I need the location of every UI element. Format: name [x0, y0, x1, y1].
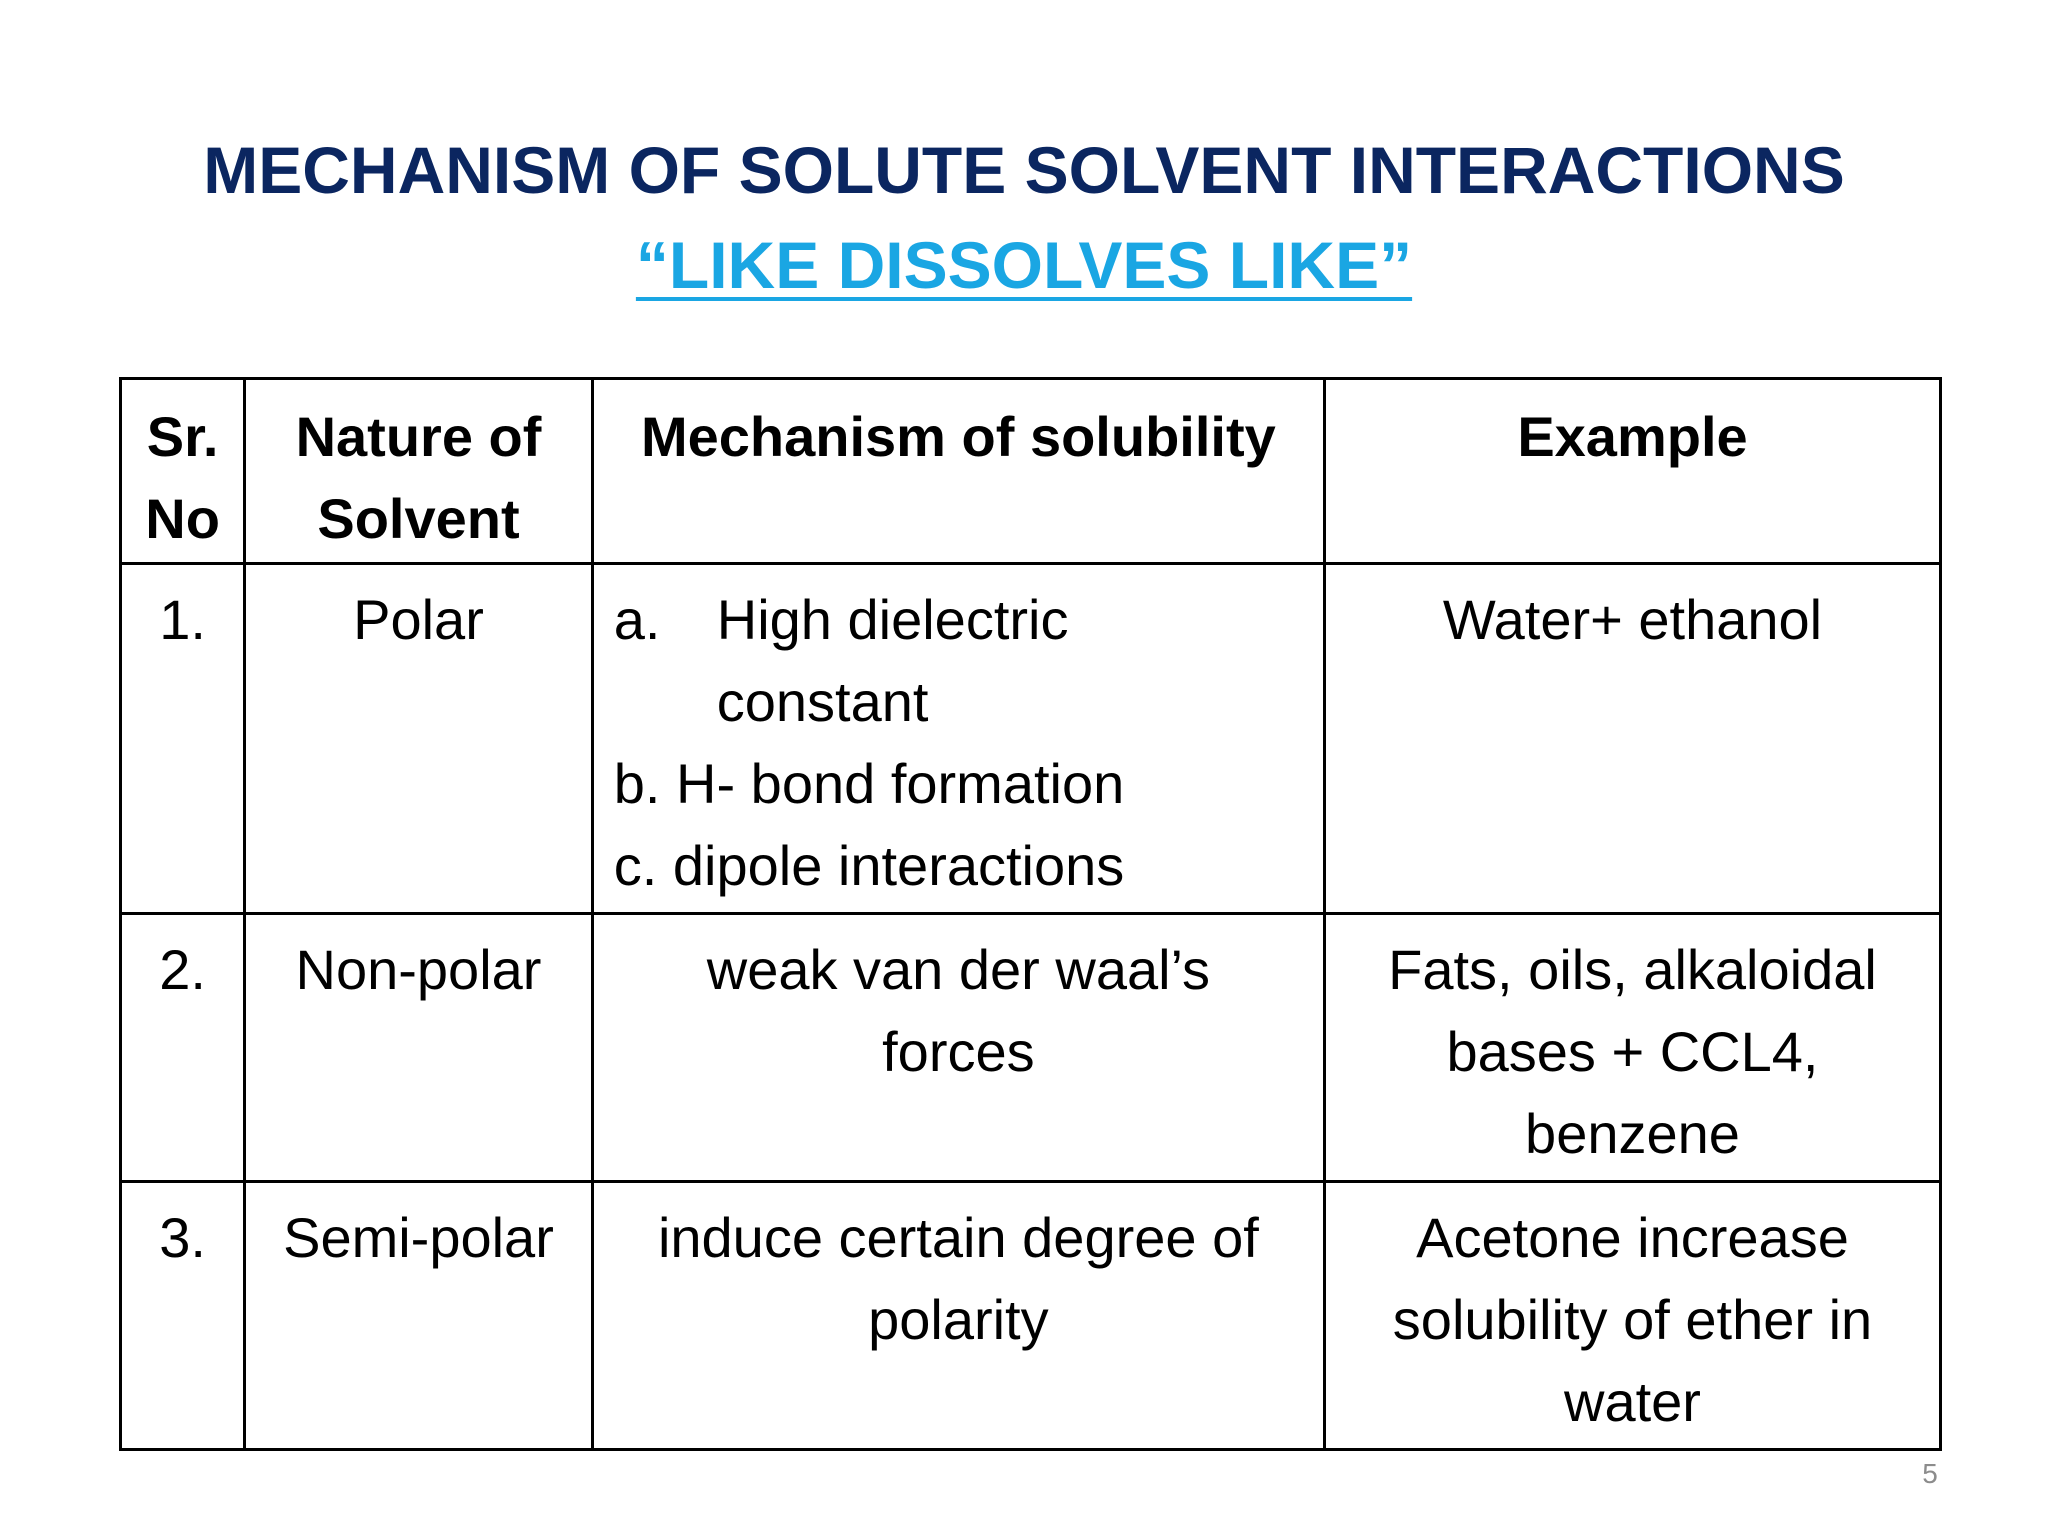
- mechanism-item: [614, 579, 1313, 743]
- mechanism-text: weak van der waal’s forces: [706, 938, 1210, 1083]
- row-mechanism-cell: [592, 1182, 1324, 1450]
- row-nature-cell: Semi-polar: [245, 1182, 593, 1450]
- header-nature-label: Nature of Solvent: [295, 405, 542, 550]
- example-text: Acetone increase solubility of ether in water: [1392, 1206, 1873, 1433]
- example-text: Fats, oils, alkaloidal bases + CCL4, benzene: [1388, 938, 1877, 1165]
- header-example-label: Example: [1517, 405, 1748, 468]
- mechanism-text: induce certain degree of polarity: [657, 1206, 1259, 1351]
- mechanism-item-text: High dielectric constant: [716, 588, 1069, 733]
- row-nature-cell: Polar: [245, 564, 593, 914]
- slide-title: MECHANISM OF SOLUTE SOLVENT INTERACTIONS: [203, 133, 1845, 207]
- header-example: [1324, 379, 1940, 564]
- header-mechanism-label: Mechanism of solubility: [640, 405, 1276, 468]
- row-example-cell: Water+ ethanol: [1324, 564, 1940, 914]
- table-row: [121, 1182, 1941, 1450]
- row-mechanism-cell: [592, 564, 1324, 914]
- table-header-row: [121, 379, 1941, 564]
- header-nature-of-solvent: [245, 379, 593, 564]
- mechanism-item-marker: a.: [613, 588, 661, 651]
- solubility-table: [119, 377, 1942, 1451]
- row-mechanism-cell: [592, 914, 1324, 1182]
- table-row: [121, 914, 1941, 1182]
- row-sr-cell: 1.: [121, 564, 245, 914]
- subtitle-text: “LIKE DISSOLVES LIKE”: [635, 228, 1413, 302]
- row-sr-cell: 3.: [121, 1182, 245, 1450]
- row-nature-cell: Non-polar: [245, 914, 593, 1182]
- header-sr-no-label: Sr. No: [145, 405, 220, 550]
- table-row: [121, 564, 1941, 914]
- row-example-cell: [1324, 914, 1940, 1182]
- mechanism-list: [594, 579, 1323, 907]
- page-number: 5: [1922, 1458, 1938, 1489]
- header-mechanism: [592, 379, 1324, 564]
- slide-subtitle: [0, 223, 2048, 307]
- row-example-cell: [1324, 1182, 1940, 1450]
- mechanism-item-text: b. H- bond formation: [613, 752, 1125, 815]
- row-sr-cell: 2.: [121, 914, 245, 1182]
- mechanism-item-text: c. dipole interactions: [613, 834, 1125, 897]
- header-sr-no: [121, 379, 245, 564]
